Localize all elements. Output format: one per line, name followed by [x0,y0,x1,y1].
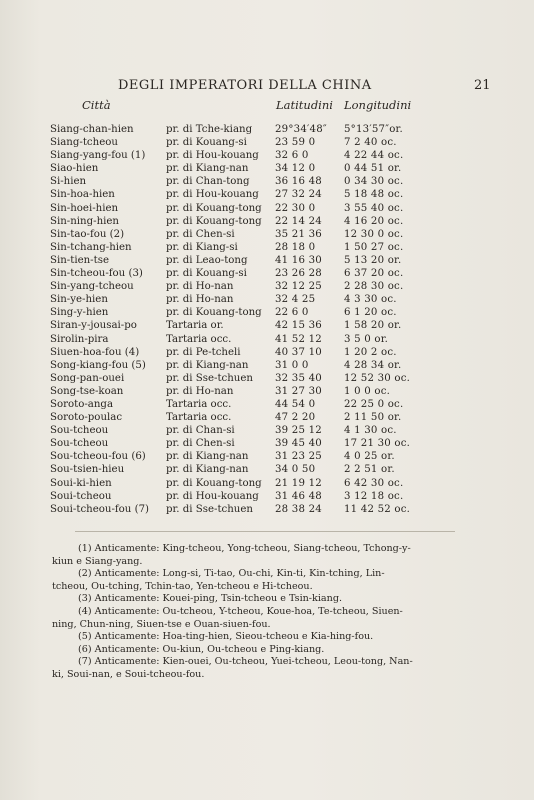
footnote [0,593,534,606]
longitude-cell: 3 5 0 or. [344,333,389,345]
city-cell: Siang-chan-hien [50,124,134,135]
longitude-cell: 1 20 2 oc. [344,346,397,358]
table-row [0,463,534,476]
footnote-line: tcheou, Ou-tching, Tchin-tao, Yen-tcheou e Hi-tcheou. [52,580,313,592]
footnote-line: ning, Chun-ning, Siuen-tse e Ouan-siuen-fou. [52,618,271,630]
table-row [0,162,534,175]
table-row [0,267,534,280]
footnote-divider [75,531,455,532]
latitude-cell: 39 45 40 [275,438,322,450]
longitude-cell: 12 30 0 oc. [344,228,404,240]
column-header-city: Città [82,98,111,112]
footnote-line: (3) Anticamente: Kouei-ping, Tsin-tcheou e Tsin-kiang. [78,593,343,605]
city-cell: Sou-tcheou-fou (6) [50,451,146,463]
longitude-cell: 1 58 20 or. [344,320,402,332]
longitude-cell: 3 12 18 oc. [344,490,404,502]
latitude-cell: 22 30 0 [275,202,316,214]
footnote [0,644,534,657]
table-row [0,149,534,162]
latitude-cell: 35 21 36 [275,228,322,240]
running-header [0,78,534,98]
table-row [0,346,534,359]
table-row [0,503,534,516]
longitude-cell: 2 2 51 or. [344,464,395,476]
longitude-cell: 5 18 48 oc. [344,189,404,201]
province-cell: pr. di Chan-tong [166,176,250,188]
province-cell: pr. di Kiang-nan [166,359,249,371]
table-row [0,306,534,319]
province-cell: pr. di Kiang-nan [166,464,249,476]
table-row [0,398,534,411]
footnote [0,543,534,568]
longitude-cell: 6 1 20 oc. [344,307,397,319]
longitude-cell: 0 34 30 oc. [344,176,404,188]
province-cell: pr. di Tche-kiang [166,124,253,135]
longitude-cell: 5 13 20 or. [344,254,402,266]
province-cell: Tartaria occ. [166,398,232,410]
longitude-cell: 4 22 44 oc. [344,150,404,162]
footnote-line: (1) Anticamente: King-tcheou, Yong-tcheou, Siang-tcheou, Tchong-y- [78,543,411,554]
table-row [0,188,534,201]
table-row [0,333,534,346]
longitude-cell: 2 28 30 oc. [344,281,404,293]
latitude-cell: 34 12 0 [275,163,316,175]
province-cell: pr. di Hou-kouang [166,150,259,162]
province-cell: pr. di Sse-tchuen [166,503,253,515]
footnote [0,656,534,681]
table-row [0,385,534,398]
page-number: 21 [474,78,491,93]
footnote [0,631,534,644]
table-row [0,424,534,437]
footnote-line: (4) Anticamente: Ou-tcheou, Y-tcheou, Koue-hoa, Te-tcheou, Siuen- [78,605,403,617]
latitude-cell: 23 26 28 [275,268,322,280]
latitude-cell: 41 52 12 [275,333,322,345]
province-cell: pr. di Leao-tong [166,254,248,266]
table-row [0,241,534,254]
province-cell: pr. di Chan-si [166,425,235,437]
table-row [0,123,534,136]
longitude-cell: 4 28 34 or. [344,359,402,371]
province-cell: pr. di Pe-tcheli [166,346,241,358]
city-cell: Siuen-hoa-fou (4) [50,346,140,358]
city-cell: Soroto-poulac [50,412,123,424]
city-cell: Siang-tcheou [50,137,118,149]
province-cell: Tartaria occ. [166,333,232,345]
longitude-cell: 5°13′57″or. [344,124,403,135]
province-cell: Tartaria occ. [166,412,232,424]
longitude-cell: 2 11 50 or. [344,412,402,424]
city-cell: Soroto-anga [50,398,114,410]
city-cell: Sin-hoa-hien [50,189,115,201]
column-header-latitude: Latitudini [276,98,333,112]
table-row [0,450,534,463]
city-cell: Sirolin-pira [50,333,109,345]
city-cell: Sin-tao-fou (2) [50,228,125,240]
city-cell: Sing-y-hien [50,307,109,319]
footnote-line: (7) Anticamente: Kien-ouei, Ou-tcheou, Yuei-tcheou, Leou-tong, Nan- [78,656,413,668]
city-cell: Sou-tcheou [50,425,109,437]
city-cell: Song-kiang-fou (5) [50,359,146,371]
province-cell: pr. di Sse-tchuen [166,372,253,384]
city-cell: Soui-tcheou-fou (7) [50,503,150,515]
latitude-cell: 34 0 50 [275,464,316,476]
table-row [0,359,534,372]
footnote-line: (2) Anticamente: Long-si, Ti-tao, Ou-chi, Kin-ti, Kin-tching, Lin- [78,568,385,580]
city-cell: Soui-ki-hien [50,477,112,489]
table-row [0,136,534,149]
city-cell: Song-pan-ouei [50,372,125,384]
latitude-cell: 31 46 48 [275,490,322,502]
province-cell: pr. di Kouang-si [166,137,247,149]
table-row [0,254,534,267]
city-cell: Siao-hien [50,163,99,175]
longitude-cell: 1 0 0 oc. [344,385,391,397]
longitude-cell: 22 25 0 oc. [344,398,404,410]
table-row [0,202,534,215]
column-header-longitude: Longitudini [344,98,412,112]
table-row [0,477,534,490]
province-cell: pr. di Hou-kouang [166,189,259,201]
city-cell: Sou-tcheou [50,438,109,450]
city-cell: Sin-ye-hien [50,294,108,306]
longitude-cell: 1 50 27 oc. [344,241,404,253]
latitude-cell: 31 23 25 [275,451,322,463]
latitude-cell: 28 18 0 [275,241,316,253]
footnote-line: (5) Anticamente: Hoa-ting-hien, Sieou-tcheou e Kia-hing-fou. [78,631,374,643]
table-row [0,215,534,228]
latitude-cell: 44 54 0 [275,398,316,410]
latitude-cell: 27 32 24 [275,189,322,201]
footnote-line: (6) Anticamente: Ou-kiun, Ou-tcheou e Ping-kiang. [78,643,325,655]
city-cell: Sin-tchang-hien [50,241,132,253]
city-cell: Song-tse-koan [50,385,124,397]
city-cell: Soui-tcheou [50,490,112,502]
footnote-line: ki, Soui-nan, e Soui-tcheou-fou. [52,668,205,680]
coordinates-table [0,123,534,516]
province-cell: pr. di Kiang-nan [166,163,249,175]
province-cell: pr. di Kouang-tong [166,307,262,319]
province-cell: pr. di Chen-si [166,228,235,240]
table-row [0,372,534,385]
city-cell: Sin-tcheou-fou (3) [50,268,143,280]
longitude-cell: 6 37 20 oc. [344,268,404,280]
latitude-cell: 31 27 30 [275,385,322,397]
latitude-cell: 32 35 40 [275,372,322,384]
province-cell: pr. di Ho-nan [166,385,234,397]
longitude-cell: 7 2 40 oc. [344,137,397,149]
latitude-cell: 28 38 24 [275,503,322,515]
longitude-cell: 11 42 52 oc. [344,503,411,515]
column-headers [0,98,534,116]
province-cell: pr. di Kouang-si [166,268,247,280]
page-title: DEGLI IMPERATORI DELLA CHINA [118,78,372,93]
latitude-cell: 32 6 0 [275,150,309,162]
footnote-line: kiun e Siang-yang. [52,555,143,567]
city-cell: Siang-yang-fou (1) [50,150,146,162]
latitude-cell: 41 16 30 [275,254,322,266]
province-cell: pr. di Chen-si [166,438,235,450]
province-cell: Tartaria or. [166,320,224,332]
latitude-cell: 39 25 12 [275,425,322,437]
city-cell: Sou-tsien-hieu [50,464,125,476]
footnote [0,606,534,631]
table-row [0,411,534,424]
latitude-cell: 32 4 25 [275,294,316,306]
city-cell: Sin-tien-tse [50,254,109,266]
city-cell: Siran-y-jousai-po [50,320,137,332]
longitude-cell: 0 44 51 or. [344,163,402,175]
longitude-cell: 4 0 25 or. [344,451,395,463]
city-cell: Si-hien [50,176,87,188]
city-cell: Sin-yang-tcheou [50,281,134,293]
longitude-cell: 4 16 20 oc. [344,215,404,227]
longitude-cell: 12 52 30 oc. [344,372,411,384]
longitude-cell: 3 55 40 oc. [344,202,404,214]
province-cell: pr. di Hou-kouang [166,490,259,502]
table-row [0,437,534,450]
province-cell: pr. di Kiang-nan [166,451,249,463]
footnotes [0,543,534,682]
province-cell: pr. di Kouang-tong [166,202,262,214]
province-cell: pr. di Kiang-si [166,241,238,253]
table-row [0,280,534,293]
latitude-cell: 22 6 0 [275,307,309,319]
latitude-cell: 31 0 0 [275,359,309,371]
city-cell: Sin-hoei-hien [50,202,119,214]
latitude-cell: 22 14 24 [275,215,322,227]
latitude-cell: 42 15 36 [275,320,322,332]
table-row [0,319,534,332]
latitude-cell: 29°34′48″ [275,124,327,135]
longitude-cell: 17 21 30 oc. [344,438,411,450]
table-row [0,490,534,503]
latitude-cell: 40 37 10 [275,346,322,358]
city-cell: Sin-ning-hien [50,215,119,227]
latitude-cell: 23 59 0 [275,137,316,149]
latitude-cell: 36 16 48 [275,176,322,188]
longitude-cell: 4 3 30 oc. [344,294,397,306]
latitude-cell: 32 12 25 [275,281,322,293]
province-cell: pr. di Ho-nan [166,281,234,293]
province-cell: pr. di Ho-nan [166,294,234,306]
table-row [0,228,534,241]
footnote [0,568,534,593]
table-row [0,175,534,188]
longitude-cell: 6 42 30 oc. [344,477,404,489]
longitude-cell: 4 1 30 oc. [344,425,397,437]
latitude-cell: 47 2 20 [275,412,316,424]
province-cell: pr. di Kouang-tong [166,477,262,489]
latitude-cell: 21 19 12 [275,477,322,489]
table-row [0,293,534,306]
province-cell: pr. di Kouang-tong [166,215,262,227]
